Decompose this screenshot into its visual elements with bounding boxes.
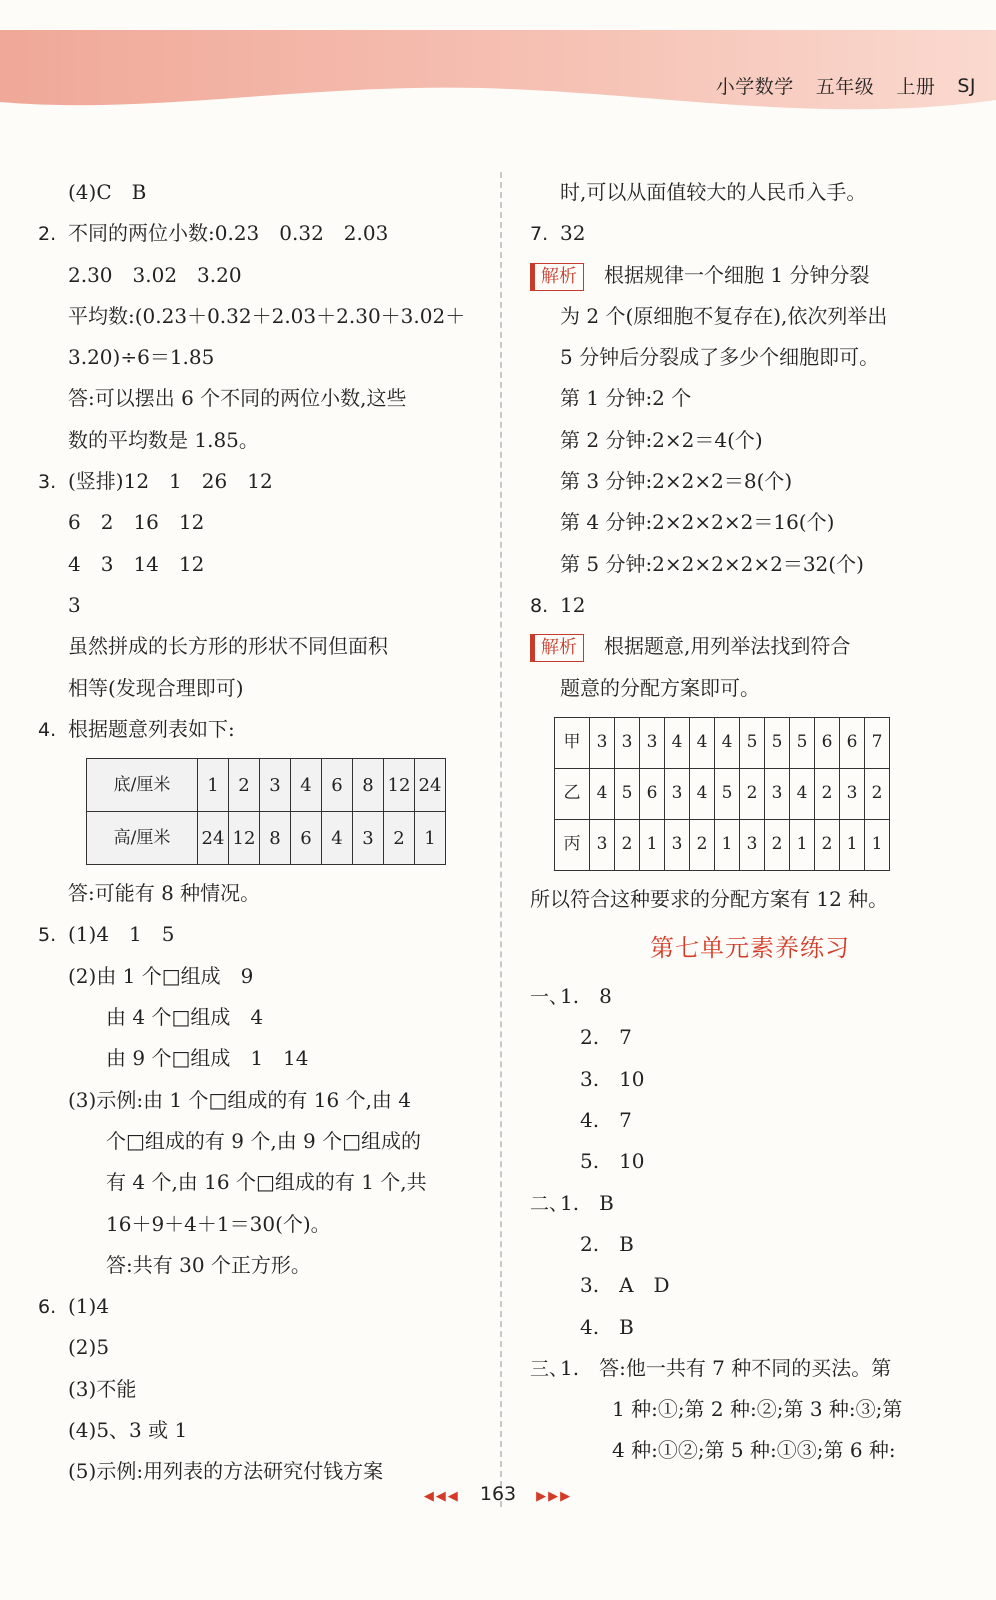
- table-cell: 7: [865, 717, 890, 768]
- answer-text: 根据题意列表如下:: [68, 716, 235, 741]
- answer-line: [38, 668, 478, 709]
- table-cell: 4: [690, 717, 715, 768]
- answer-line: [38, 1327, 478, 1368]
- analysis-tag: 解析: [530, 634, 584, 662]
- question-number: 6.: [38, 1296, 57, 1319]
- answer-text: 3.20)÷6＝1.85: [68, 345, 215, 370]
- page-footer: [0, 1483, 996, 1505]
- answer-text: 4 3 14 12: [68, 551, 205, 576]
- answer-line: [38, 1369, 478, 1410]
- question-number: 二、: [530, 1192, 569, 1215]
- table-cell: 3: [640, 717, 665, 768]
- table-cell: 2: [740, 768, 765, 819]
- analysis-tag: 解析: [530, 263, 584, 291]
- answer-text: 答:共有 30 个正方形。: [106, 1252, 311, 1277]
- header-subject: 小学数学: [715, 76, 794, 98]
- answer-line: [38, 1121, 478, 1162]
- table-cell: 3: [740, 819, 765, 870]
- header-volume: 上册: [896, 76, 936, 98]
- answer-text: 题意的分配方案即可。: [560, 675, 760, 700]
- table-cell: 24: [415, 759, 446, 812]
- row-header: 乙: [555, 768, 590, 819]
- answer-text: (3)示例:由 1 个□组成的有 16 个,由 4: [68, 1087, 412, 1112]
- table-cell: 3: [590, 717, 615, 768]
- answer-text: (3)不能: [68, 1376, 137, 1401]
- answer-line: [530, 1224, 970, 1265]
- answer-text: 32: [560, 221, 586, 246]
- answer-line: [38, 255, 478, 296]
- question-number: 2.: [38, 223, 57, 246]
- table-cell: 4: [790, 768, 815, 819]
- answer-text: 平均数:(0.23＋0.32＋2.03＋2.30＋3.02＋: [68, 303, 466, 328]
- table-cell: 4: [665, 717, 690, 768]
- table-cell: 3: [590, 819, 615, 870]
- table-cell: 2: [615, 819, 640, 870]
- answer-line: [38, 378, 478, 419]
- table-cell: 3: [665, 768, 690, 819]
- table-cell: 1: [790, 819, 815, 870]
- header-edition: SJ: [957, 74, 976, 97]
- answer-line: [530, 1059, 970, 1100]
- table-cell: 1: [715, 819, 740, 870]
- answer-text: (1)4 1 5: [68, 922, 175, 947]
- answer-text: 1 种:①;第 2 种:②;第 3 种:③;第: [612, 1397, 903, 1422]
- table-cell: 5: [740, 717, 765, 768]
- table-cell: 2: [815, 768, 840, 819]
- answer-text: 5 分钟后分裂成了多少个细胞即可。: [560, 345, 880, 370]
- column-divider: [500, 172, 502, 1507]
- table-cell: 3: [260, 759, 291, 812]
- answer-text: 1. 答:他一共有 7 种不同的买法。第: [560, 1355, 892, 1380]
- answer-line: [530, 378, 970, 419]
- table-cell: 3: [665, 819, 690, 870]
- answer-text: 时,可以从面值较大的人民币入手。: [560, 180, 867, 204]
- answer-text: 答:可能有 8 种情况。: [68, 881, 261, 906]
- left-column: [38, 172, 478, 1493]
- table-cell: 4: [715, 717, 740, 768]
- answer-text: 4. 7: [580, 1108, 632, 1133]
- answer-text: (2)5: [68, 1335, 110, 1360]
- answer-text: 3. A D: [580, 1273, 670, 1298]
- row-header: 甲: [555, 717, 590, 768]
- answer-line: [530, 1183, 970, 1224]
- answer-line: [530, 585, 970, 626]
- answer-text: 4 种:①②;第 5 种:①③;第 6 种:: [612, 1438, 896, 1463]
- table-cell: 1: [415, 812, 446, 865]
- table-row: [555, 717, 890, 768]
- answer-text: 虽然拼成的长方形的形状不同但面积: [68, 634, 388, 659]
- answer-text: 个□组成的有 9 个,由 9 个□组成的: [106, 1128, 422, 1153]
- answer-line: [530, 420, 970, 461]
- table-cell: 5: [715, 768, 740, 819]
- answer-line: [38, 420, 478, 461]
- row-header: 底/厘米: [87, 759, 198, 812]
- answer-text: 2.30 3.02 3.20: [68, 262, 242, 287]
- answer-text: 6 2 16 12: [68, 510, 205, 535]
- answer-line: [530, 1348, 970, 1389]
- table-cell: 3: [615, 717, 640, 768]
- answer-line: [38, 997, 478, 1038]
- answer-line: [38, 172, 478, 213]
- question-number: 5.: [38, 924, 57, 947]
- table-row: [555, 819, 890, 870]
- answer-line: [38, 544, 478, 585]
- answer-line: [38, 502, 478, 543]
- answer-line: [530, 1100, 970, 1141]
- question-number: 三、: [530, 1357, 569, 1380]
- answer-text: 3: [68, 592, 81, 617]
- section-title: 第七单元素养练习: [650, 934, 850, 963]
- answer-line: [530, 1430, 970, 1471]
- table-cell: 6: [840, 717, 865, 768]
- answer-text: 根据题意,用列举法找到符合: [604, 634, 851, 659]
- answer-text: 有 4 个,由 16 个□组成的有 1 个,共: [106, 1170, 427, 1195]
- answer-line: [530, 668, 970, 709]
- answer-text: 不同的两位小数:0.23 0.32 2.03: [68, 221, 389, 246]
- answer-line: [38, 1038, 478, 1079]
- table-cell: 3: [840, 768, 865, 819]
- table-cell: 4: [322, 812, 353, 865]
- table-cell: 6: [322, 759, 353, 812]
- question-number: 7.: [530, 223, 549, 246]
- answer-line: [38, 1162, 478, 1203]
- answer-line: [38, 873, 478, 914]
- answer-text: (5)示例:用列表的方法研究付钱方案: [68, 1459, 384, 1484]
- answer-line: [530, 1389, 970, 1430]
- answer-line: [530, 1017, 970, 1058]
- table-cell: 4: [590, 768, 615, 819]
- table-cell: 5: [790, 717, 815, 768]
- answer-text: 12: [560, 592, 586, 617]
- answer-text: (4)C B: [68, 180, 147, 204]
- right-column: [530, 172, 970, 1472]
- table-cell: 24: [198, 812, 229, 865]
- answer-line: [530, 296, 970, 337]
- answer-line: [38, 585, 478, 626]
- answer-text: 由 9 个□组成 1 14: [106, 1046, 309, 1071]
- table-cell: 2: [384, 812, 415, 865]
- answer-text: 第 1 分钟:2 个: [560, 386, 692, 411]
- answer-text: 4. B: [580, 1314, 634, 1339]
- answer-text: 答:可以摆出 6 个不同的两位小数,这些: [68, 386, 407, 411]
- row-header: 高/厘米: [87, 812, 198, 865]
- question-number: 4.: [38, 718, 57, 741]
- answer-text: 1. B: [560, 1190, 614, 1215]
- header-grade: 五年级: [815, 76, 875, 98]
- answer-line: [38, 1286, 478, 1327]
- answer-text: 3. 10: [580, 1066, 645, 1091]
- answer-line: [38, 709, 478, 750]
- answer-text: 16＋9＋4＋1＝30(个)。: [106, 1211, 331, 1236]
- answer-line: [38, 1080, 478, 1121]
- answer-line: [38, 1204, 478, 1245]
- table-cell: 8: [260, 812, 291, 865]
- answer-line: [38, 1410, 478, 1451]
- table-cell: 6: [640, 768, 665, 819]
- answer-text: 为 2 个(原细胞不复存在),依次列举出: [560, 303, 888, 328]
- table-cell: 12: [229, 812, 260, 865]
- answer-text: 2. B: [580, 1231, 634, 1256]
- table-cell: 4: [690, 768, 715, 819]
- header-breadcrumb: [716, 72, 976, 99]
- answer-line: [530, 172, 970, 213]
- answer-line: [38, 296, 478, 337]
- table-cell: 2: [815, 819, 840, 870]
- distribution-table: [554, 717, 890, 871]
- table-cell: 2: [765, 819, 790, 870]
- table-cell: 3: [353, 812, 384, 865]
- question-number: 8.: [530, 594, 549, 617]
- table-cell: 5: [615, 768, 640, 819]
- answer-line: [530, 213, 970, 254]
- answer-text: 第 3 分钟:2×2×2＝8(个): [560, 469, 793, 494]
- prev-page-arrows[interactable]: ◀◀◀: [423, 1489, 460, 1504]
- answer-line: [530, 1307, 970, 1348]
- table-cell: 8: [353, 759, 384, 812]
- answer-text: 1. 8: [560, 984, 612, 1009]
- answer-text: 根据规律一个细胞 1 分钟分裂: [604, 262, 870, 287]
- table-row: [555, 768, 890, 819]
- table-cell: 2: [229, 759, 260, 812]
- answer-line: [38, 337, 478, 378]
- answer-text: 第 5 分钟:2×2×2×2×2＝32(个): [560, 551, 864, 576]
- answer-text: (竖排)12 1 26 12: [68, 469, 273, 494]
- answer-line: [530, 1141, 970, 1182]
- answer-text: 第 4 分钟:2×2×2×2＝16(个): [560, 510, 835, 535]
- table-row: [87, 812, 446, 865]
- answer-line: [530, 544, 970, 585]
- answer-text: 相等(发现合理即可): [68, 675, 244, 700]
- answer-line: [530, 1265, 970, 1306]
- table-cell: 2: [865, 768, 890, 819]
- answer-text: 第 2 分钟:2×2＝4(个): [560, 427, 763, 452]
- answer-line: [38, 914, 478, 955]
- answer-line: [38, 213, 478, 254]
- question-number: 一、: [530, 986, 569, 1009]
- table-cell: 4: [291, 759, 322, 812]
- table-cell: 3: [765, 768, 790, 819]
- answer-text: 5. 10: [580, 1149, 645, 1174]
- question-number: 3.: [38, 471, 57, 494]
- table-cell: 6: [815, 717, 840, 768]
- next-page-arrows[interactable]: ▶▶▶: [536, 1489, 573, 1504]
- answer-text: (2)由 1 个□组成 9: [68, 963, 254, 988]
- page-number: 163: [479, 1483, 517, 1505]
- answer-line: [38, 461, 478, 502]
- answer-line: [530, 502, 970, 543]
- table-cell: 2: [690, 819, 715, 870]
- answer-line: [530, 976, 970, 1017]
- table-cell: 1: [840, 819, 865, 870]
- answer-text: (1)4: [68, 1294, 110, 1319]
- answer-line: [530, 626, 970, 667]
- base-height-table: [86, 758, 446, 865]
- row-header: 丙: [555, 819, 590, 870]
- answer-line: [38, 626, 478, 667]
- answer-line: [38, 956, 478, 997]
- answer-line: [38, 1245, 478, 1286]
- answer-line: [530, 337, 970, 378]
- table-cell: 1: [640, 819, 665, 870]
- table-cell: 5: [765, 717, 790, 768]
- table2-conclusion: 所以符合这种要求的分配方案有 12 种。: [530, 886, 889, 911]
- answer-line: [530, 461, 970, 502]
- table-cell: 12: [384, 759, 415, 812]
- answer-text: 数的平均数是 1.85。: [68, 427, 259, 452]
- answer-text: 2. 7: [580, 1025, 632, 1050]
- answer-line: [530, 255, 970, 296]
- table-cell: 1: [865, 819, 890, 870]
- table-cell: 6: [291, 812, 322, 865]
- answer-text: (4)5、3 或 1: [68, 1418, 188, 1443]
- answer-text: 由 4 个□组成 4: [106, 1005, 264, 1030]
- table-cell: 1: [198, 759, 229, 812]
- table-row: [87, 759, 446, 812]
